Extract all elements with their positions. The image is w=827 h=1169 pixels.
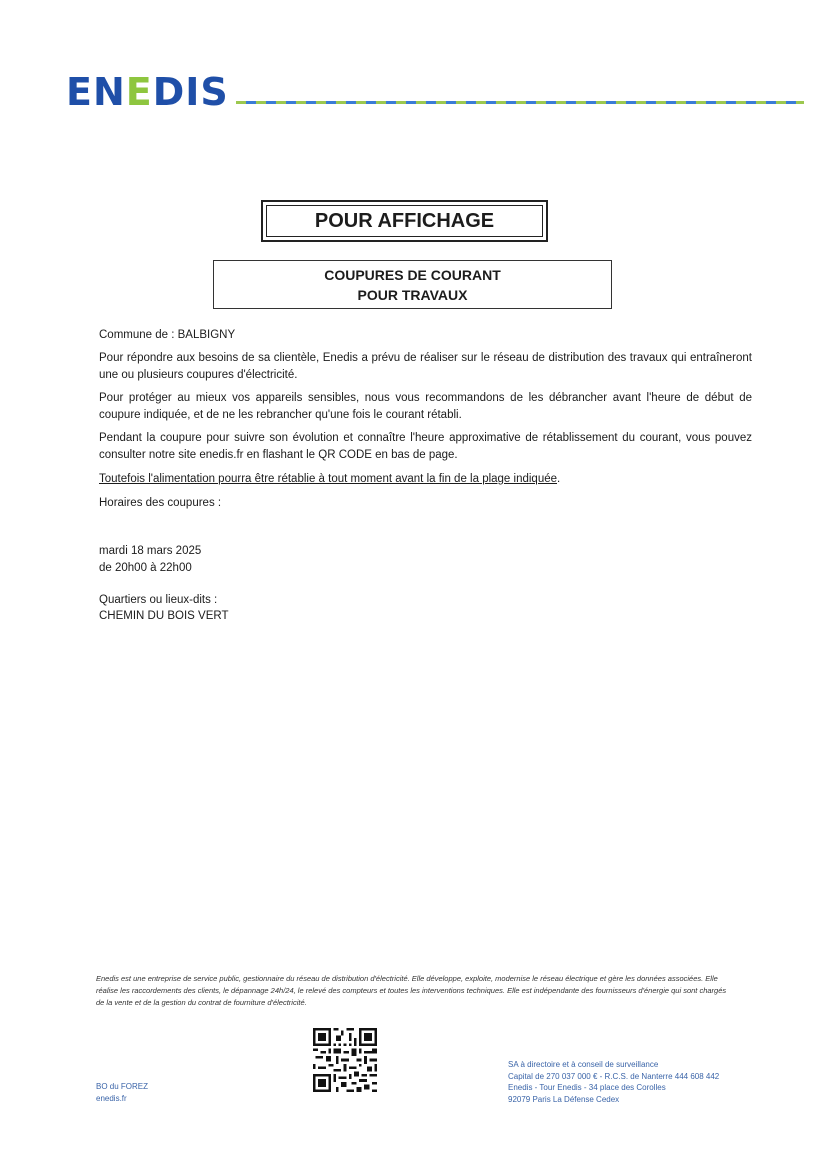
qr-code-icon[interactable] — [313, 1028, 377, 1092]
title-box — [261, 200, 548, 242]
paragraph-2: Pour protéger au mieux vos appareils sensibles, nous vous recommandons de les débrancher avant l'heure de début de coupure indiquée, et de ne les rebrancher qu'une fois le courant rétabli. — [99, 392, 752, 421]
footer-legal-line-2: Capital de 270 037 000 € - R.C.S. de Nanterre 444 608 442 — [508, 1071, 720, 1081]
footer-note: Enedis est une entreprise de service public, gestionnaire du réseau de distribution d'électricité. Elle développe, exploite, modernise le réseau électrique et gère les données associées. Elle réalise les raccordements des clients, le dépannage 24h/24, le relevé des compteurs et toutes les interventions techniques. Elle est indépendante des fournisseurs d'énergie qui sont chargés de la vente et de la gestion du contrat de fourniture d'électricité. — [96, 974, 727, 1007]
paragraph-4 — [99, 471, 752, 488]
footer-left — [96, 1081, 148, 1105]
paragraph-3: Pendant la coupure pour suivre son évolution et connaître l'heure approximative de rétablissement du courant, vous pouvez consulter notre site enedis.fr en flashant le QR CODE en bas de page. — [99, 432, 752, 461]
footer-legal — [508, 1059, 719, 1105]
commune: Commune de : BALBIGNY — [99, 329, 236, 341]
warning-end: . — [557, 473, 561, 485]
quartiers-value: CHEMIN DU BOIS VERT — [99, 610, 229, 622]
logo-part-3: DIS — [152, 70, 229, 114]
outage-time: de 20h00 à 22h00 — [99, 562, 192, 574]
footer-website-link[interactable]: enedis.fr — [96, 1094, 127, 1103]
warning-underlined: Toutefois l'alimentation pourra être rétablie à tout moment avant la fin de la plage indiquée — [99, 473, 558, 485]
horaires-label: Horaires des coupures : — [99, 497, 222, 509]
paragraph-1: Pour répondre aux besoins de sa clientèle, Enedis a prévu de réaliser sur le réseau de distribution des travaux qui entraîneront une ou plusieurs coupures d'électricité. — [99, 352, 752, 381]
header-rule — [236, 101, 804, 104]
footer-office: BO du FOREZ — [96, 1082, 149, 1091]
enedis-logo — [66, 70, 229, 114]
subtitle-line-1: COUPURES DE COURANT — [324, 266, 501, 283]
logo-part-1: EN — [66, 70, 126, 114]
footer-legal-line-3: Enedis - Tour Enedis - 34 place des Corolles — [508, 1083, 666, 1092]
footer-legal-line-4: 92079 Paris La Défense Cedex — [508, 1094, 620, 1104]
outage-date: mardi 18 mars 2025 — [99, 545, 202, 557]
footer-legal-line-1: SA à directoire et à conseil de surveillance — [508, 1060, 659, 1069]
page-title: POUR AFFICHAGE — [266, 205, 543, 237]
subtitle-box — [213, 260, 612, 309]
logo-part-2: E — [125, 70, 153, 114]
subtitle-line-2: POUR TRAVAUX — [357, 286, 468, 303]
quartiers-label: Quartiers ou lieux-dits : — [99, 594, 218, 606]
